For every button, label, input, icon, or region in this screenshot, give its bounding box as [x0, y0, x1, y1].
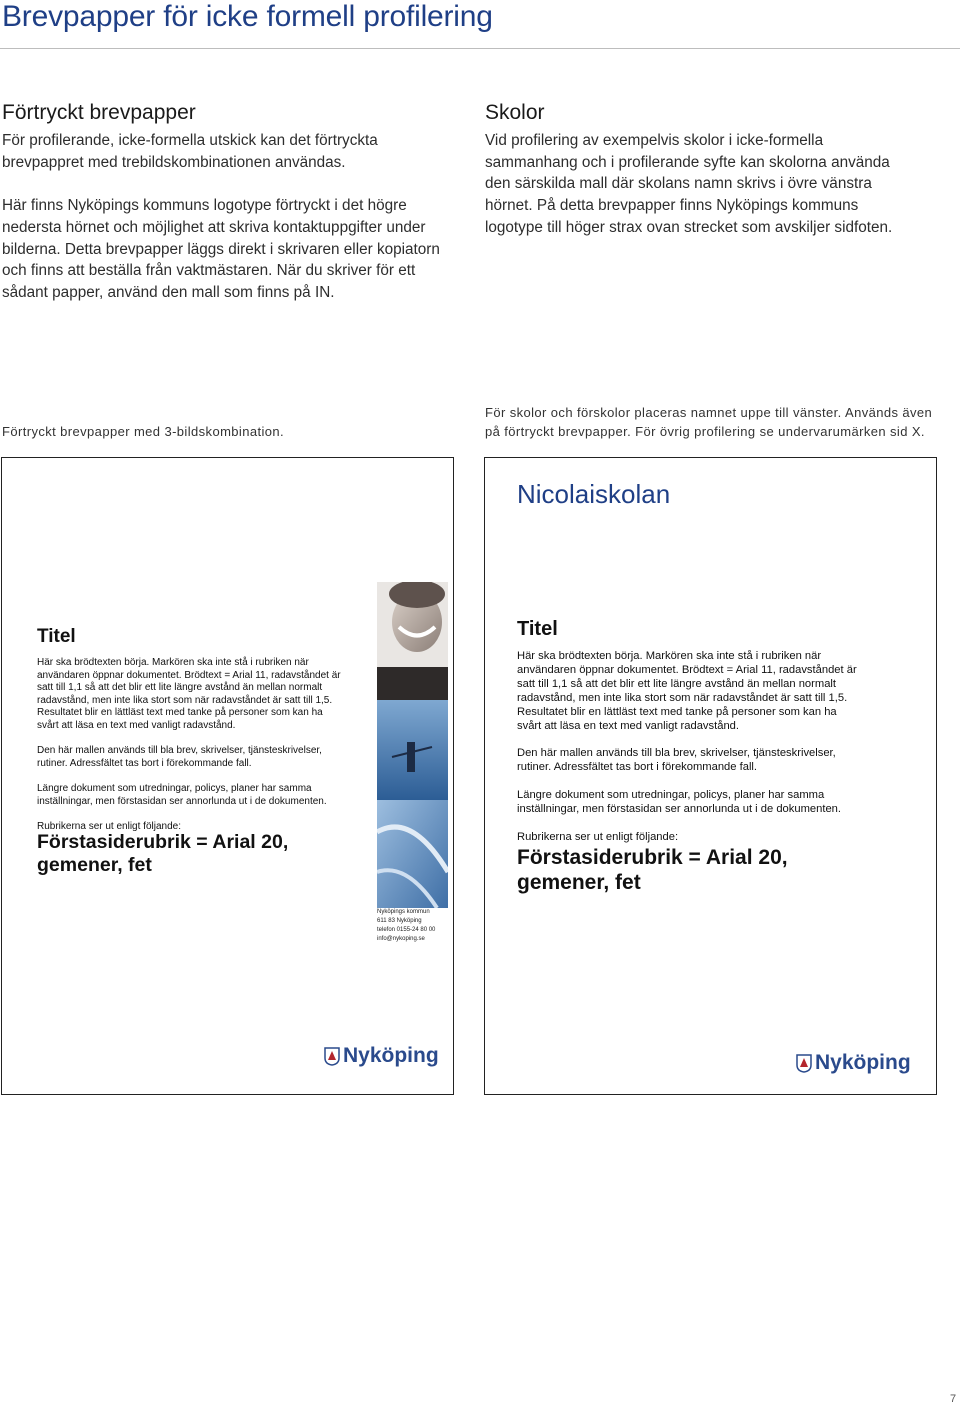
caption-skolor: För skolor och förskolor placeras namnet uppe till vänster. Används även på förtryckt brevpapper. För övrig profilering se undervarumärken sid X. [485, 405, 933, 439]
letterhead-preview-school [484, 457, 937, 1095]
page-number: 7 [950, 1393, 957, 1405]
doc-rubric-example: Förstasiderubrik = Arial 20, gemener, fet [37, 831, 289, 876]
nykoping-logo [796, 1051, 911, 1075]
doc-paragraph: Längre dokument som utredningar, policys, planer har samma inställningar, men förstasidan ser annorlunda ut i de dokumenten. [517, 789, 842, 815]
address-line: telefon 0155-24 80 00 [377, 927, 436, 933]
doc-paragraph: Den här mallen används till bla brev, skrivelser, tjänsteskrivelser, rutiner. Adressfältet tas bort i förekommande fall. [517, 747, 836, 774]
nykoping-logo [324, 1044, 439, 1068]
doc-rubric-example: Förstasiderubrik = Arial 20, gemener, fet [517, 846, 788, 894]
crest-icon [796, 1054, 812, 1073]
doc-rubric-intro: Rubrikerna ser ut enligt följande: [517, 830, 679, 843]
school-name: Nicolaiskolan [517, 479, 671, 509]
doc-title: Titel [37, 626, 76, 647]
caption-fortryckt: Förtryckt brevpapper med 3-bildskombination. [2, 424, 285, 439]
address-block [377, 908, 435, 944]
logo-text: Nyköping [343, 1044, 439, 1067]
paragraph: Vid profilering av exempelvis skolor i icke-formella sammanhang och i profilerande syfte kan skolorna använda den särskilda mall där skolans namn skrivs i övre vänstra hörnet. På detta brevpapper finns Nyköpings kommuns logotype till höger strax ovan strecket som avskiljer sidfoten. [485, 132, 893, 236]
paragraph: Här finns Nyköpings kommuns logotype förtryckt i det högre nedersta hörnet och möjlighet att skriva kontaktuppgifter under bilderna. Detta brevpapper läggs direkt i skrivaren eller kopiatorn och finns att beställa från vaktmästaren. När du skriver för ett sådant papper, använd den mall som finns på IN. [2, 197, 440, 301]
letterhead-preview-preprinted [1, 457, 454, 1095]
crest-icon [324, 1047, 340, 1066]
address-line: Nyköpings kommun [377, 909, 430, 915]
doc-paragraph: Här ska brödtexten börja. Markören ska inte stå i rubriken när användaren öppnar dokumentet. Brödtext = Arial 11, radavståndet är satt till 1,1 så att det blir ett lite längre avstånd än mellan normalt radavstånd, men inte lika stort som när radavståndet är satt till 1,5. Resultatet blir en lättläst text med tanke på personer som kan ha svårt att läsa en text med vanligt radavstånd. [517, 650, 857, 732]
doc-paragraph: Längre dokument som utredningar, policys, planer har samma inställningar, men förstasidan ser annorlunda ut i de dokumenten. [37, 782, 327, 807]
doc-body [517, 650, 862, 845]
title-divider [0, 48, 960, 49]
doc-title: Titel [517, 618, 558, 640]
doc-paragraph: Den här mallen används till bla brev, skrivelser, tjänsteskrivelser, rutiner. Adressfältet tas bort i förekommande fall. [37, 745, 322, 769]
photo-strip [377, 582, 448, 908]
address-line: info@nykoping.se [377, 936, 425, 942]
page-title: Brevpapper för icke formell profilering [2, 0, 493, 33]
section-heading-skolor: Skolor [485, 101, 545, 124]
logo-text: Nyköping [815, 1051, 911, 1074]
doc-body [37, 657, 342, 833]
doc-rubric-intro: Rubrikerna ser ut enligt följande: [37, 820, 181, 832]
section-heading-fortryckt: Förtryckt brevpapper [2, 101, 196, 124]
section-body-fortryckt [2, 130, 442, 304]
address-line: 611 83 Nyköping [377, 918, 422, 924]
section-body-skolor [485, 130, 900, 239]
paragraph: För profilerande, icke-formella utskick kan det förtryckta brevpappret med trebildskombinationen användas. [2, 132, 378, 171]
doc-paragraph: Här ska brödtexten börja. Markören ska inte stå i rubriken när användaren öppnar dokumentet. Brödtext = Arial 11, radavståndet är satt till 1,1 så att det blir ett lite längre avstånd än mellan normalt radavstånd, men inte lika stort som när radavståndet är satt till 1,5. Resultatet blir en lättläst text med tanke på personer som kan ha svårt att läsa en text med vanligt radavstånd. [37, 657, 341, 731]
